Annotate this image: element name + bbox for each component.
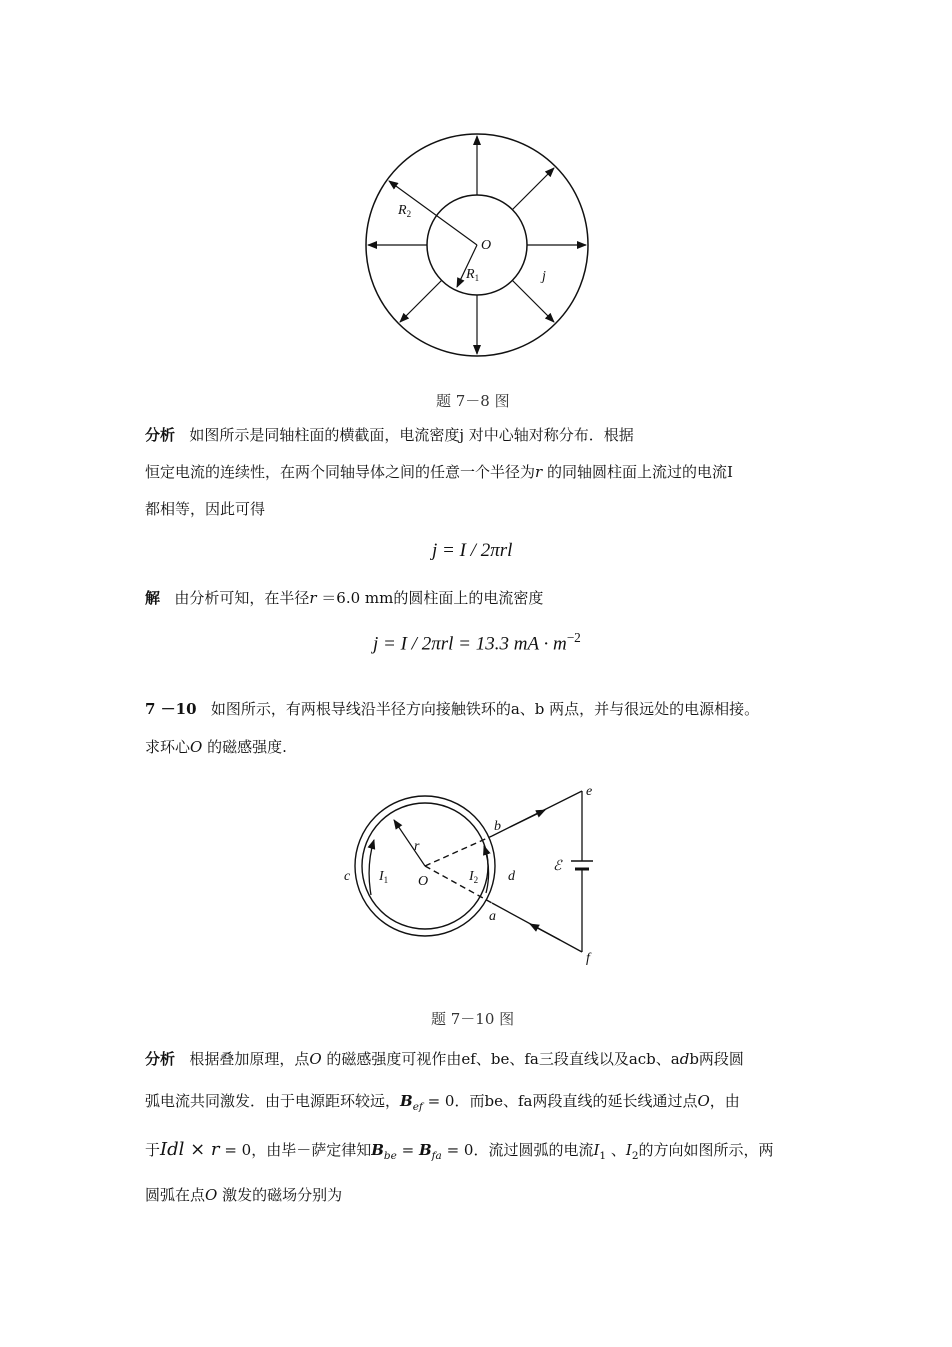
analysis-heading: 分析 bbox=[145, 426, 176, 444]
subscript-fa: fa bbox=[431, 1150, 442, 1162]
subscript-be: be bbox=[383, 1150, 397, 1162]
label-d: d bbox=[508, 869, 515, 884]
text-fragment: 的同轴圆柱面上流过的电流I bbox=[542, 463, 733, 481]
label-o: O bbox=[418, 874, 429, 889]
text-fragment: = 0 bbox=[219, 1141, 252, 1159]
label-r2: $R_2$ bbox=[398, 203, 412, 219]
label-c: c bbox=[344, 869, 351, 884]
symbol-b: B bbox=[371, 1141, 384, 1159]
label-f: f bbox=[586, 951, 590, 966]
symbol-d: d bbox=[679, 1050, 690, 1068]
formula-current-density: j = I / 2πrl bbox=[432, 540, 513, 561]
analysis2-line-3 bbox=[145, 1140, 774, 1166]
analysis2-line-1 bbox=[145, 1049, 744, 1069]
formula-result bbox=[373, 630, 581, 655]
text-fragment: 的方向如图所示，两 bbox=[638, 1141, 774, 1159]
text-fragment: 于 bbox=[145, 1141, 161, 1159]
text-fragment: 根据叠加原理，点 bbox=[189, 1050, 310, 1068]
symbol-r: r bbox=[309, 589, 317, 607]
current-arrow-se bbox=[512, 280, 554, 322]
subscript-1: 1 bbox=[599, 1150, 607, 1162]
text-fragment: 恒定电流的连续性，在两个同轴导体之间的任意一个半径为 bbox=[145, 463, 536, 481]
label-e: e bbox=[586, 784, 593, 799]
analysis-line-1 bbox=[145, 425, 634, 445]
symbol-b: B bbox=[418, 1141, 432, 1159]
text-fragment: ．而be、fa两段直线的延长线通过点 bbox=[454, 1092, 698, 1110]
analysis-line-3: 都相等，因此可得 bbox=[145, 500, 266, 518]
current-i1-arrow bbox=[369, 840, 374, 895]
current-arrow-sw bbox=[400, 280, 442, 322]
dashed-ob bbox=[425, 836, 492, 866]
current-arrow-ne bbox=[512, 168, 554, 210]
text-fragment: = 0 bbox=[441, 1141, 474, 1159]
dashed-oa bbox=[425, 866, 492, 903]
symbol-i: I bbox=[625, 1141, 632, 1159]
label-emf: ℰ bbox=[553, 859, 562, 874]
formula-exponent: −2 bbox=[566, 630, 581, 645]
wire-be-arrow bbox=[510, 810, 545, 827]
label-b: b bbox=[494, 819, 501, 834]
label-o: O bbox=[481, 238, 492, 253]
solution-line bbox=[145, 588, 543, 608]
label-i2: $I_2$ bbox=[469, 869, 479, 885]
subscript-ef: ef bbox=[412, 1101, 423, 1113]
subscript-2: 2 bbox=[631, 1150, 639, 1162]
text-fragment: ，由毕－萨定律知 bbox=[251, 1141, 372, 1159]
problem-line-2 bbox=[145, 737, 287, 757]
text-fragment: 激发的磁场分别为 bbox=[217, 1186, 343, 1204]
label-a: a bbox=[489, 909, 496, 924]
text-fragment: = bbox=[396, 1141, 419, 1159]
symbol-r: r bbox=[535, 463, 543, 481]
wire-fa-arrow bbox=[530, 924, 560, 940]
symbol-o: O bbox=[309, 1050, 322, 1068]
symbol-b: B bbox=[400, 1092, 413, 1110]
figure-7-8 bbox=[360, 128, 600, 368]
text-fragment: 由分析可知，在半径 bbox=[174, 589, 310, 607]
symbol-o: O bbox=[697, 1092, 710, 1110]
analysis2-line-4 bbox=[145, 1185, 342, 1205]
analysis2-heading: 分析 bbox=[145, 1050, 176, 1068]
text-fragment: 求环心 bbox=[145, 738, 191, 756]
text-fragment: b两段圆 bbox=[689, 1050, 744, 1068]
symbol-o: O bbox=[205, 1186, 218, 1204]
figure-7-8-caption: 题 7－8 图 bbox=[436, 392, 510, 410]
text-fragment: 的磁感强度. bbox=[202, 738, 287, 756]
analysis-text: 如图所示是同轴柱面的横截面，电流密度j 对中心轴对称分布．根据 bbox=[189, 426, 634, 444]
text-fragment: ＝6.0 mm的圆柱面上的电流密度 bbox=[316, 589, 544, 607]
figure-7-10 bbox=[335, 778, 610, 970]
formula-body: j = I / 2πrl = 13.3 mA · m bbox=[373, 633, 567, 655]
text-fragment: ，由 bbox=[709, 1092, 740, 1110]
problem-text: 如图所示，有两根导线沿半径方向接触铁环的a、b 两点，并与很远处的电源相接。 bbox=[210, 700, 760, 718]
radius-r-arrow bbox=[394, 820, 425, 866]
text-fragment: 的磁感强度可视作由ef、be、fa三段直线以及acb、a bbox=[321, 1050, 680, 1068]
text-fragment: 弧电流共同激发．由于电源距环较远， bbox=[145, 1092, 401, 1110]
text-fragment: 圆弧在点 bbox=[145, 1186, 206, 1204]
text-fragment: ．流过圆弧的电流 bbox=[473, 1141, 594, 1159]
problem-number: 7 －10 bbox=[145, 700, 197, 718]
analysis-line-2 bbox=[145, 462, 733, 482]
symbol-o: O bbox=[190, 738, 203, 756]
symbol-i: I bbox=[593, 1141, 600, 1159]
problem-line-1 bbox=[145, 699, 759, 719]
expr-idl-cross-r: Idl × r bbox=[160, 1139, 220, 1160]
label-r1: $R_1$ bbox=[466, 267, 480, 283]
figure-7-10-caption: 题 7－10 图 bbox=[431, 1010, 515, 1028]
label-i1: $I_1$ bbox=[379, 869, 389, 885]
text-fragment: 、 bbox=[606, 1141, 626, 1159]
solution-heading: 解 bbox=[145, 589, 161, 607]
label-r: r bbox=[414, 839, 420, 854]
text-fragment: = 0 bbox=[422, 1092, 455, 1110]
analysis2-line-2 bbox=[145, 1091, 740, 1117]
label-j: j bbox=[542, 269, 546, 284]
